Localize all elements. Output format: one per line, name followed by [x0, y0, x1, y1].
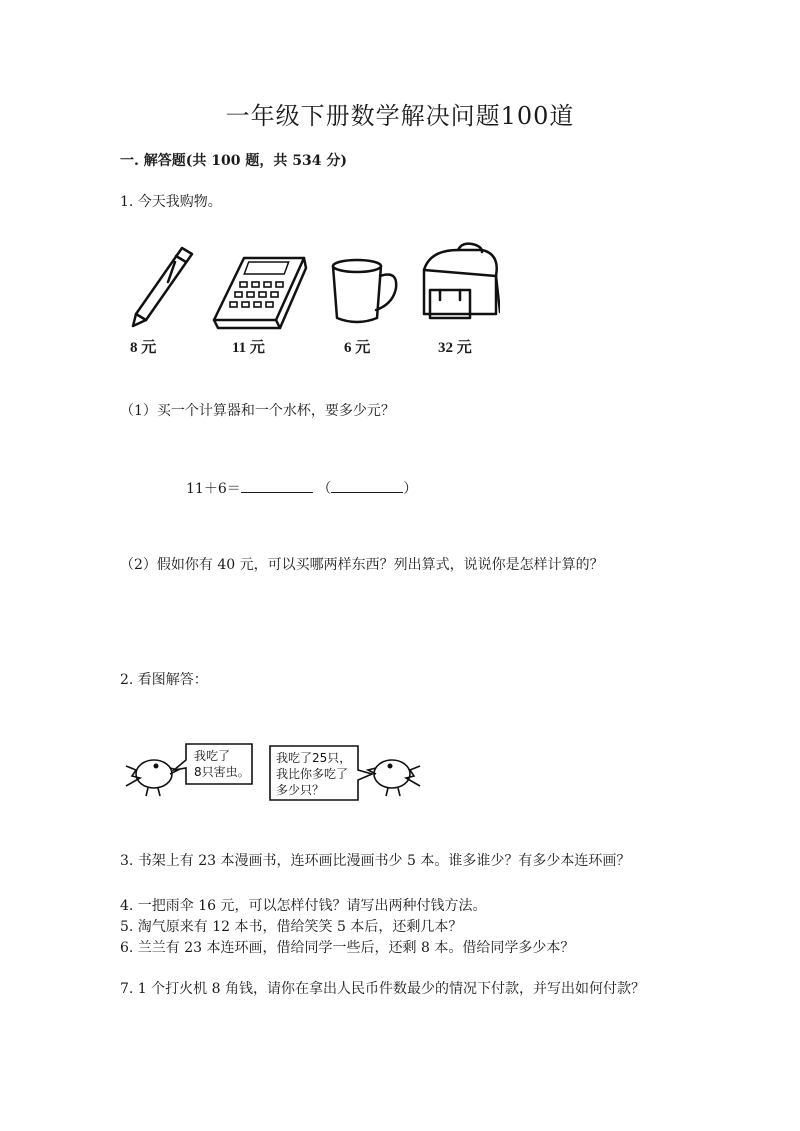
- section-heading: 一. 解答题(共 100 题，共 534 分): [120, 153, 347, 169]
- question-6: 6. 兰兰有 23 本连环画，借给同学一些后，还剩 8 本。借给同学多少本？: [120, 940, 575, 956]
- question-3: 3. 书架上有 23 本漫画书，连环画比漫画书少 5 本。谁多谁少？有多少本连环画？: [120, 853, 631, 869]
- answer-blank[interactable]: [241, 478, 313, 493]
- right-bubble-line-3: 多少只？: [276, 783, 325, 797]
- left-bird-icon: [126, 760, 178, 796]
- price-pen: 8 元: [130, 340, 157, 356]
- page-title: 一年级下册数学解决问题100道: [225, 102, 575, 130]
- equation-text: 11＋6＝: [186, 481, 241, 497]
- question-7: 7. 1 个打火机 8 角钱，请你在拿出人民币件数最少的情况下付款，并写出如何付款？: [120, 981, 645, 997]
- right-bubble-line-2: 我比你多吃了: [276, 767, 349, 781]
- unit-paren-open: （: [317, 481, 332, 497]
- question-1-stem: 1. 今天我购物。: [120, 194, 222, 210]
- equation-line: [186, 478, 417, 498]
- price-calculator: 11 元: [232, 340, 265, 356]
- cup-icon: [333, 260, 396, 322]
- calculator-icon: [214, 258, 306, 328]
- unit-blank[interactable]: [331, 478, 403, 493]
- unit-paren-close: ）: [403, 481, 418, 497]
- right-bird-icon: [368, 760, 420, 796]
- left-speech-bubble: [174, 744, 252, 784]
- shopping-items-illustration: [120, 238, 500, 338]
- left-bubble-line-1: 我吃了: [194, 749, 231, 763]
- birds-illustration: [118, 738, 428, 808]
- price-cup: 6 元: [344, 340, 371, 356]
- question-1-part-1: （1）买一个计算器和一个水杯，要多少元？: [120, 403, 395, 419]
- question-1-part-2: （2）假如你有 40 元，可以买哪两样东西？列出算式，说说你是怎样计算的？: [120, 557, 604, 573]
- backpack-icon: [424, 244, 500, 318]
- question-5: 5. 淘气原来有 12 本书，借给笑笑 5 本后，还剩几本？: [120, 919, 463, 935]
- right-speech-bubble: [270, 746, 372, 800]
- left-bubble-line-2: 8只害虫。: [194, 765, 250, 779]
- question-2-stem: 2. 看图解答：: [120, 672, 208, 688]
- pen-icon: [133, 248, 192, 326]
- right-bubble-line-1: 我吃了25只，: [276, 751, 352, 765]
- price-backpack: 32 元: [438, 340, 472, 356]
- question-4: 4. 一把雨伞 16 元，可以怎样付钱？请写出两种付钱方法。: [120, 898, 487, 914]
